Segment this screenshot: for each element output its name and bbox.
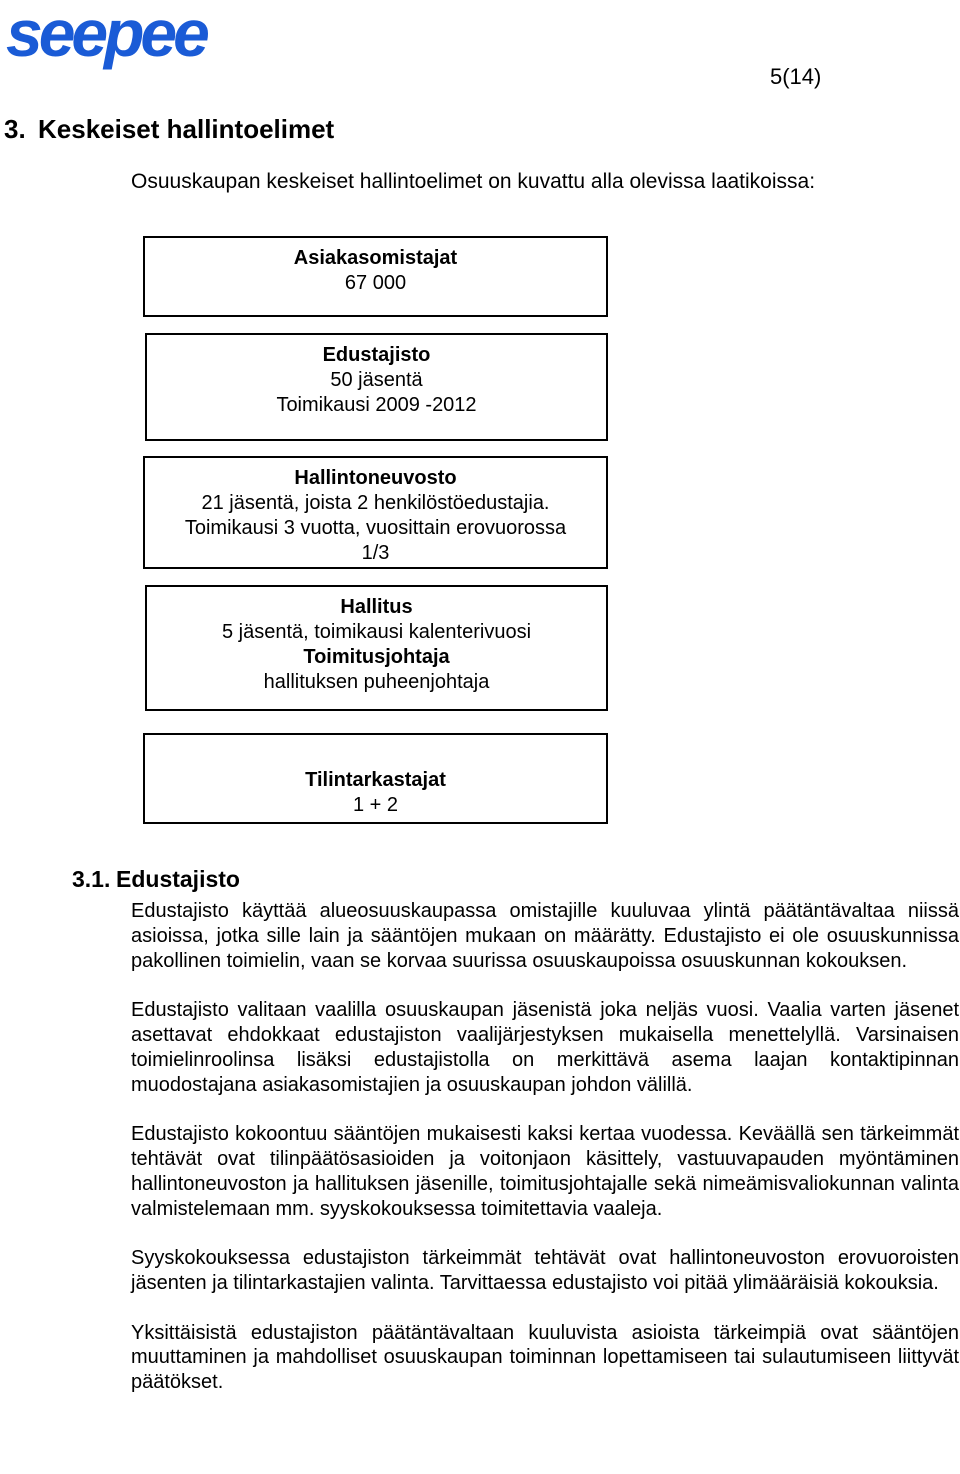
- box-asiakasomistajat: [143, 236, 608, 317]
- box-line: 1/3: [361, 542, 390, 564]
- box-line: 50 jäsentä: [330, 369, 423, 391]
- box-title: Asiakasomistajat: [293, 247, 458, 269]
- box-tilintarkastajat: [143, 733, 608, 824]
- paragraph: Edustajisto kokoontuu sääntöjen mukaisesti kaksi kertaa vuodessa. Keväällä sen tärkeimmät tehtävät ovat tilinpäätösasioiden ja voitonjaon käsittely, vastuuvapauden myöntäminen hallintoneuvoston ja hallituksen jäsenille, toimitusjohtajalle sekä nimeämisvaliokunnan valinta valmistelemaan mm. syyskokouksessa toimitettavia vaaleja.: [131, 1123, 959, 1220]
- subsection-body: [131, 899, 959, 1420]
- box-title-toimitusjohtaja: Toimitusjohtaja: [303, 646, 450, 668]
- section-intro: Osuuskaupan keskeiset hallintoelimet on kuvattu alla olevissa laatikoissa:: [131, 170, 816, 193]
- box-line: 21 jäsentä, joista 2 henkilöstöedustajia.: [201, 492, 550, 514]
- subsection-number: 3.1.: [72, 866, 111, 892]
- box-line: 67 000: [344, 272, 407, 294]
- box-line: hallituksen puheenjohtaja: [263, 671, 490, 693]
- section-title: Keskeiset hallintoelimet: [38, 114, 335, 144]
- paragraph: Edustajisto valitaan vaalilla osuuskaupan jäsenistä joka neljäs vuosi. Vaalia varten jäsenet asettavat ehdokkaat edustajiston vaalijärjestyksen mukaisella menettelyllä. Varsinaisen toimielinroolinsa lisäksi edustajistolla on merkittävä asema laajan kontaktipinnan muodostajana asiakasomistajien ja osuuskaupan johdon välillä.: [131, 999, 959, 1096]
- section-number: 3.: [4, 114, 26, 144]
- box-line: Toimikausi 2009 -2012: [276, 394, 477, 416]
- paragraph: Syyskokouksessa edustajiston tärkeimmät tehtävät ovat hallintoneuvoston erovuoroisten jäsenten ja tilintarkastajien valinta. Tarvittaessa edustajisto voi pitää ylimääräisiä kokouksia.: [131, 1247, 959, 1294]
- subsection-heading: [72, 866, 240, 893]
- box-line: 5 jäsentä, toimikausi kalenterivuosi: [221, 621, 532, 643]
- paragraph: Yksittäisistä edustajiston päätäntävaltaan kuuluvista asioista tärkeimpiä ovat sääntöjen muuttaminen ja mahdolliset osuuskaupan toiminnan lopettamiseen tai sulautumiseen liittyvät päätökset.: [131, 1321, 959, 1394]
- box-hallintoneuvosto: [143, 456, 608, 569]
- box-title: Tilintarkastajat: [305, 769, 446, 791]
- box-hallitus: [145, 585, 608, 711]
- page-number: 5(14): [770, 64, 822, 89]
- box-title: Hallitus: [340, 596, 413, 618]
- box-line: 1 + 2: [352, 794, 399, 816]
- box-title: Edustajisto: [322, 344, 431, 366]
- box-line: Toimikausi 3 vuotta, vuosittain erovuorossa: [184, 517, 567, 539]
- logo-wordmark: seepee: [6, 0, 206, 70]
- paragraph: Edustajisto käyttää alueosuuskaupassa omistajille kuuluvaa ylintä päätäntävaltaa niissä asioissa, jotka sille lain ja sääntöjen mukaan on määrätty. Edustajisto ei ole osuuskunnissa pakollinen toimielin, vaan se korvaa suurissa osuuskaupoissa osuuskunnan kokouksen.: [131, 900, 959, 972]
- section-heading: [4, 114, 334, 145]
- box-edustajisto: [145, 333, 608, 441]
- seepee-logo: [2, 0, 312, 70]
- box-title: Hallintoneuvosto: [294, 467, 457, 489]
- subsection-title: Edustajisto: [116, 866, 240, 892]
